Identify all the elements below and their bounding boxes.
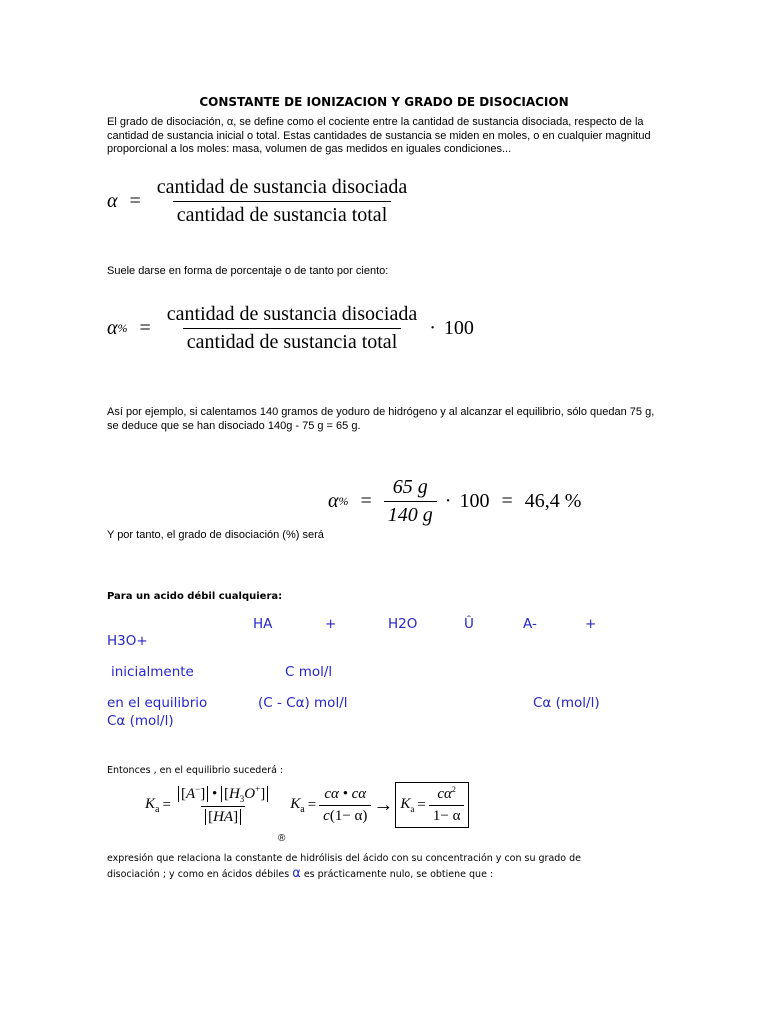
denominator: 140 g (384, 501, 437, 527)
plus-sign-2: + (585, 616, 597, 632)
intro-paragraph: El grado de disociación, α, se define como el cociente entre la cantidad de sustancia disociada, respecto de la cantidad de sustancia inicial o total. Estas cantidades de sustancia se miden en moles, o en cualquier magnitud proporcional a los moles: masa, volumen de gas medidos en iguales condiciones... (107, 116, 651, 155)
product-a-minus: A- (523, 616, 537, 632)
factor: 100 (459, 490, 490, 512)
initial-value: C mol/l (285, 664, 333, 680)
page-title: CONSTANTE DE IONIZACION Y GRADO DE DISOCIACION (199, 95, 569, 109)
percent-subscript: % (117, 321, 128, 335)
ka-symbol-2: $K_a$ (290, 795, 305, 815)
equilibrium-value-3: Cα (mol/l) (107, 713, 174, 729)
then-text: Entonces , en el equilibrio sucederá : (107, 765, 284, 776)
alpha-symbol: α (107, 317, 118, 339)
equals-sign: = (139, 317, 151, 339)
plus-sign-1: + (325, 616, 337, 632)
equilibrium-arrow: Û (464, 616, 474, 632)
factor: 100 (443, 317, 474, 339)
ka-symbol: $K_a$ (145, 795, 160, 815)
reactant-ha: HA (253, 616, 273, 632)
degree-text: Y por tanto, el grado de disociación (%) será (107, 529, 324, 541)
formula-example (328, 476, 581, 527)
equilibrium-value-2: Cα (mol/l) (533, 695, 600, 711)
closing-paragraph: expresión que relaciona la constante de hidrólisis del ácido con su concentración y con su grado de disociación ; y como en ácidos débiles α es prácticamente nulo, se obtiene que : (107, 853, 582, 881)
product-h3o: H3O+ (107, 633, 148, 649)
times-sign: · (444, 490, 452, 512)
equals-sign: = (360, 490, 372, 512)
times-sign: · (429, 317, 436, 339)
denominator: cantidad de sustancia total (173, 201, 391, 227)
percent-subscript: % (338, 494, 349, 508)
equilibrium-value-1: (C - Cα) mol/l (258, 695, 348, 711)
alpha-symbol: α (328, 490, 339, 512)
reactant-h2o: H2O (388, 616, 418, 632)
equilibrium-label: en el equilibrio (107, 695, 208, 711)
ka-boxed-result: $K_a$ = $\frac{c\alpha^2}{1- \alpha}$ (395, 782, 469, 828)
fraction (163, 303, 421, 354)
formula-alpha-percent (107, 303, 474, 354)
ka-fraction-1: $\frac{[A^-] • [H_3O^+]}{[HA]}$ (174, 784, 272, 826)
initial-label: inicialmente (111, 664, 194, 680)
right-arrow: → (373, 793, 394, 816)
percent-intro: Suele darse en forma de porcentaje o de tanto por ciento: (107, 265, 389, 277)
numerator: 65 g (392, 476, 428, 498)
example-paragraph: Así por ejemplo, si calentamos 140 gramos de yoduro de hidrógeno y al alcanzar el equilibrio, sólo quedan 75 g, se deduce que se han disociado 140g - 75 g = 65 g. (107, 406, 655, 432)
registered-mark: ® (278, 833, 286, 844)
result: 46,4 % (524, 490, 582, 512)
denominator: cantidad de sustancia total (183, 328, 401, 354)
numerator: cantidad de sustancia disociada (156, 176, 408, 198)
weak-acid-heading: Para un acido débil cualquiera: (107, 591, 283, 602)
fraction (153, 176, 411, 227)
alpha-symbol: α (107, 190, 118, 212)
ka-fraction-2: $\frac{c\alpha • c\alpha}{c(1- \alpha)}$ (319, 786, 371, 825)
equals-sign-2: = (501, 490, 513, 512)
ka-expression: $K_a$ = $\frac{[A^-] • [H_3O^+]}{[HA]}$ $K_a$ = $\frac{c\alpha • c\alpha}{c(1- \alpha)}$ → $K_a$ = $\frac{c\alpha^2}{1- \alpha}$ (145, 782, 469, 828)
equals-sign: = (129, 190, 141, 212)
formula-alpha (107, 176, 411, 227)
fraction (384, 476, 437, 527)
alpha-symbol: α (292, 866, 301, 881)
numerator: cantidad de sustancia disociada (166, 303, 418, 325)
